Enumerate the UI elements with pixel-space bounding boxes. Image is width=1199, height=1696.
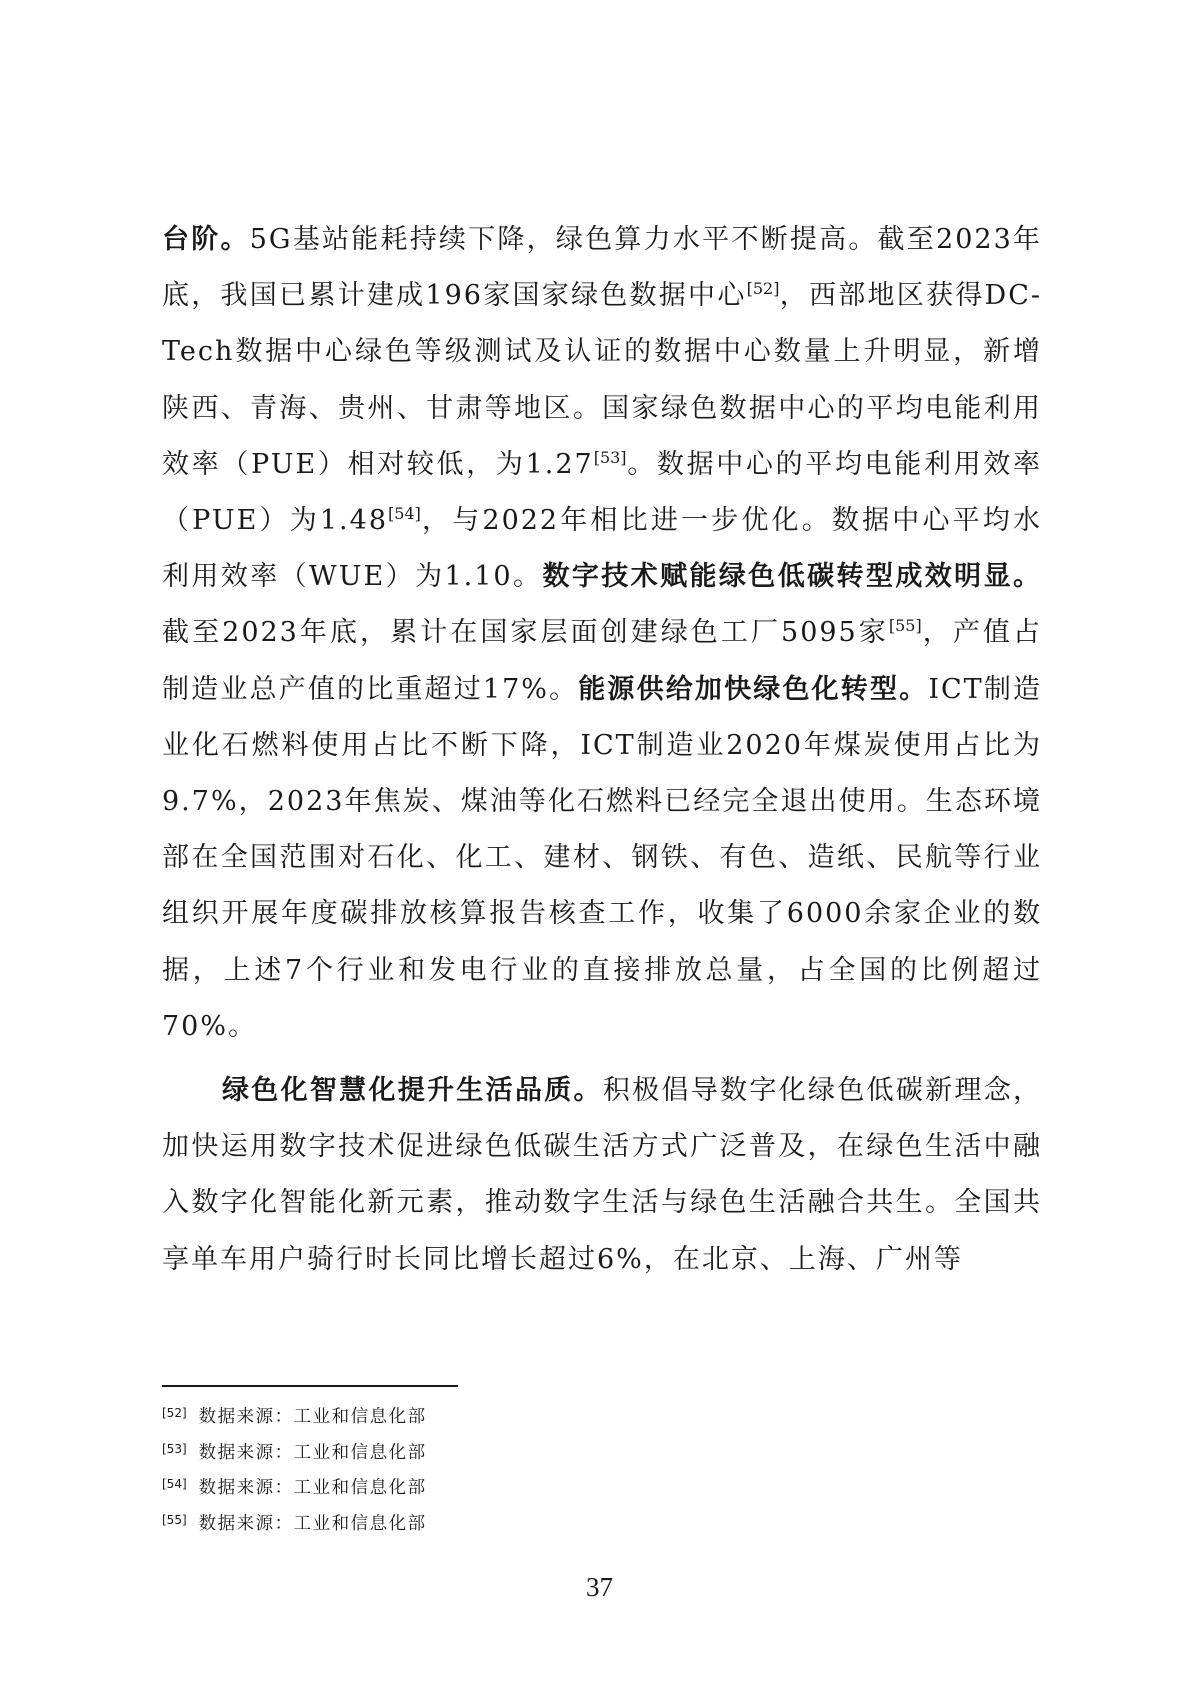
footnote-55 bbox=[162, 1505, 762, 1541]
page-number: 37 bbox=[586, 1572, 613, 1602]
footnote-ref-52[interactable]: [52] bbox=[746, 279, 780, 299]
footnotes bbox=[162, 1398, 762, 1540]
footnote-text: 数据来源：工业和信息化部 bbox=[198, 1478, 427, 1498]
body-text: ，产值占制造业总产值的比重超过17%。 bbox=[162, 617, 1042, 705]
page-body bbox=[162, 212, 1042, 1288]
footnote-text: 数据来源：工业和信息化部 bbox=[198, 1407, 427, 1427]
footnote-ref-55[interactable]: [55] bbox=[888, 616, 922, 636]
bold-heading-energy-supply: 能源供给加快绿色化转型。 bbox=[578, 673, 929, 705]
body-text: ，西部地区获得DC-Tech数据中心绿色等级测试及认证的数据中心数量上升明显，新增陕西、青海、贵州、甘肃等地区。国家绿色数据中心的平均电能利用效率（PUE）相对较低，为1.27 bbox=[162, 280, 1042, 480]
footnote-divider bbox=[162, 1385, 458, 1387]
bold-heading-green-life: 绿色化智慧化提升生活品质。 bbox=[222, 1075, 603, 1107]
body-paragraph-2 bbox=[162, 1063, 1042, 1288]
footnote-ref-54[interactable]: [54] bbox=[388, 504, 421, 524]
body-text: 积极倡导数字化绿色低碳新理念，加快运用数字技术促进绿色低碳生活方式广泛普及，在绿色生活中融入数字化智能化新元素，推动数字生活与绿色生活融合共生。全国共享单车用户骑行时长同比增长超过6%，在北京、上海、广州等 bbox=[162, 1075, 1043, 1275]
body-text: ICT制造业化石燃料使用占比不断下降，ICT制造业2020年煤炭使用占比为9.7%，2023年焦炭、煤油等化石燃料已经完全退出使用。生态环境部在全国范围对石化、化工、建材、钢铁、有色、造纸、民航等行业组织开展年度碳排放核算报告核查工作，收集了6000余家企业的数据，上述7个行业和发电行业的直接排放总量，占全国的比例超过70%。 bbox=[162, 673, 1042, 1042]
footnote-mark: [55] bbox=[162, 1512, 187, 1527]
footnote-text: 数据来源：工业和信息化部 bbox=[198, 1513, 427, 1534]
footnote-53 bbox=[162, 1434, 762, 1470]
footnote-mark: [52] bbox=[162, 1406, 187, 1420]
body-text: 截至2023年底，累计在国家层面创建绿色工厂5095家 bbox=[162, 617, 889, 649]
body-text: 5G基站能耗持续下降，绿色算力水平不断提高。截至2023年底，我国已累计建成196家国家绿色数据中心 bbox=[162, 224, 1042, 312]
footnote-ref-53[interactable]: [53] bbox=[593, 447, 627, 467]
body-text: 。数据中心的平均电能利用效率（PUE）为1.48 bbox=[162, 448, 1042, 537]
footnote-mark: [54] bbox=[162, 1477, 187, 1491]
footnote-text: 数据来源：工业和信息化部 bbox=[198, 1442, 427, 1463]
bold-heading-digital-tech: 数字技术赋能绿色低碳转型成效明显。 bbox=[542, 561, 1042, 593]
bold-heading-stage: 台阶。 bbox=[162, 224, 250, 255]
footnote-52 bbox=[162, 1398, 762, 1434]
footnote-mark: [53] bbox=[162, 1441, 187, 1456]
body-paragraph-1 bbox=[162, 212, 1042, 1055]
footnote-54 bbox=[162, 1469, 762, 1505]
body-text: ，与2022年相比进一步优化。数据中心平均水利用效率（WUE）为1.10。 bbox=[162, 505, 1042, 593]
